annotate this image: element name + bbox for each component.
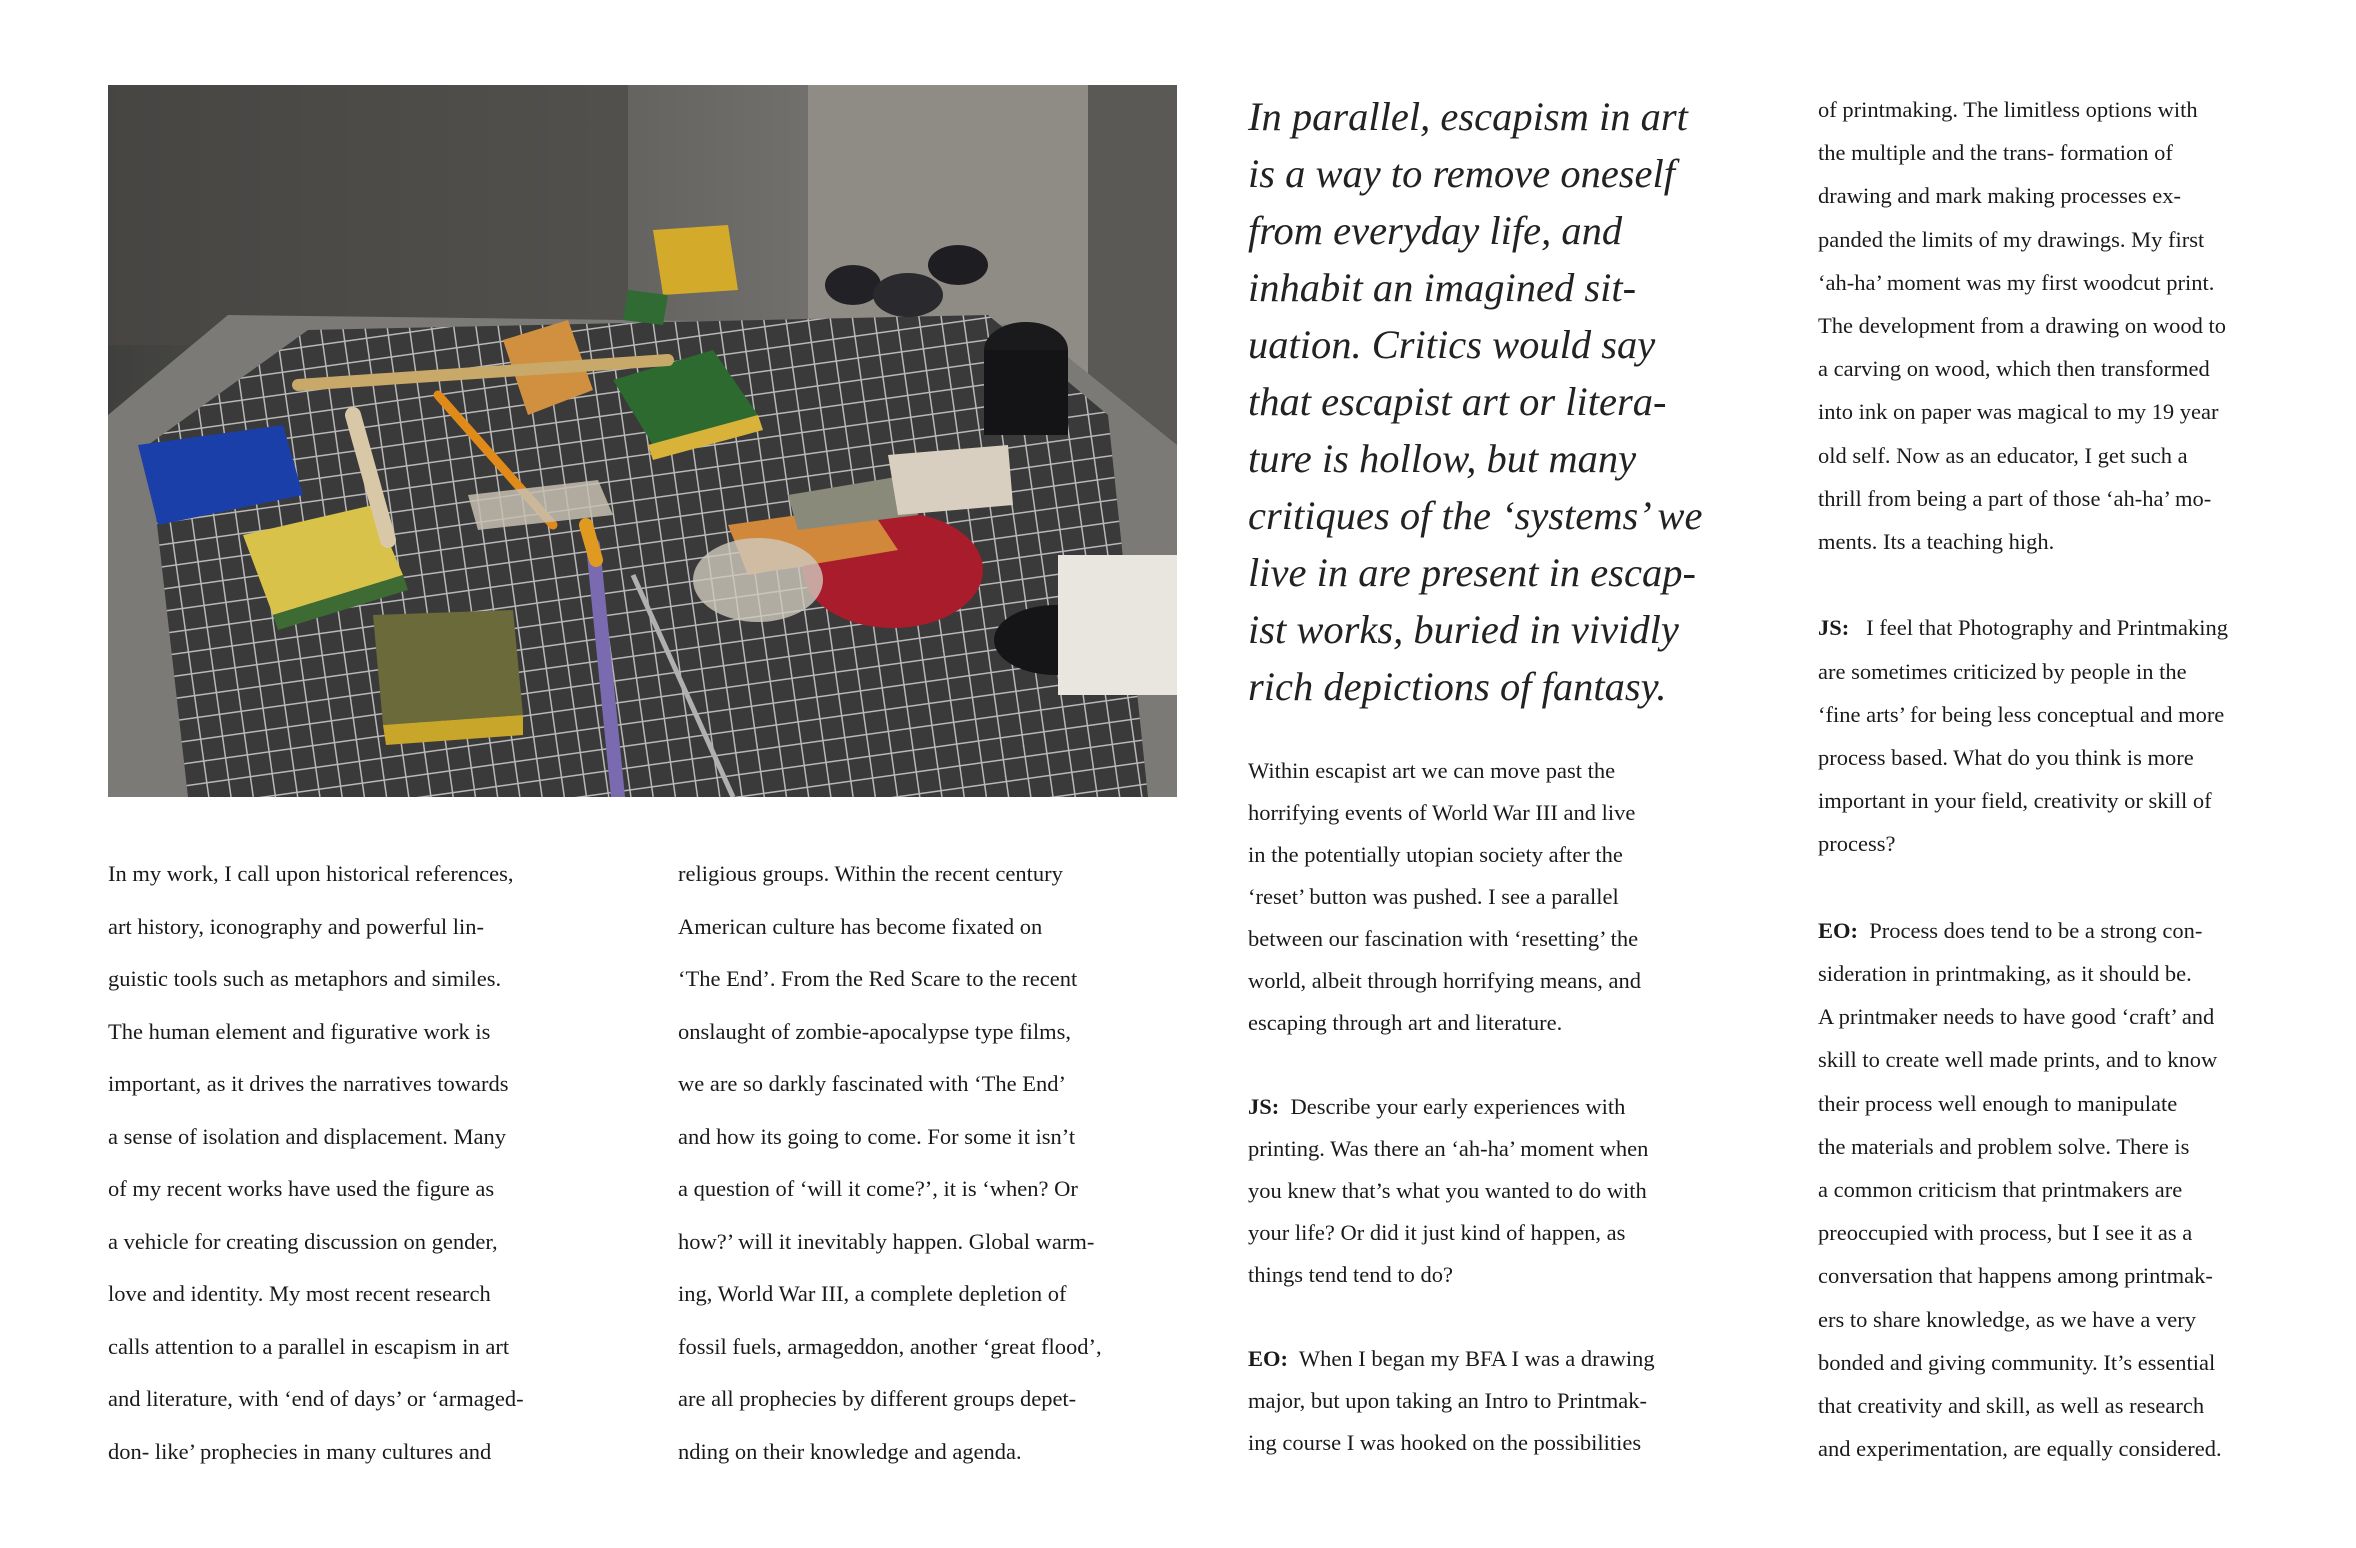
text-line: the materials and problem solve. There is [1818, 1133, 2190, 1159]
text-line: religious groups. Within the recent century [678, 861, 1063, 886]
answer-2-first-line: EO: Process does tend to be a strong con- [1818, 917, 2203, 943]
text-line: world, albeit through horrifying means, and [1248, 968, 1642, 993]
text-line: the multiple and the trans- formation of [1818, 140, 2173, 166]
speaker-js: JS: [1818, 615, 1850, 641]
text-line: that creativity and skill, as well as research [1818, 1393, 2205, 1419]
text-line: ‘The End’. From the Red Scare to the recent [678, 966, 1078, 991]
studio-photo [108, 85, 1177, 797]
text-line: you knew that’s what you wanted to do with [1248, 1178, 1647, 1203]
text-line: their process well enough to manipulate [1818, 1090, 2178, 1116]
question-2-first-line: JS: I feel that Photography and Printmaking [1818, 615, 2228, 641]
text-line: a common criticism that printmakers are [1818, 1177, 2183, 1203]
text-line: In my work, I call upon historical references, [108, 861, 514, 886]
question-1-first-line: JS: Describe your early experiences with [1248, 1094, 1626, 1119]
text-line: conversation that happens among printmak- [1818, 1263, 2213, 1289]
text-line: process based. What do you think is more [1818, 745, 2194, 771]
text-line: into ink on paper was magical to my 19 year [1818, 399, 2219, 425]
pull-quote-line: ture is hollow, but many [1248, 436, 1637, 481]
text-line: A printmaker needs to have good ‘craft’ and [1818, 1004, 2215, 1030]
text-line: a sense of isolation and displacement. Many [108, 1123, 507, 1149]
text-line: guistic tools such as metaphors and similes. [108, 966, 502, 991]
text-line: and how its going to come. For some it isn’t [678, 1123, 1076, 1149]
text-line: bonded and giving community. It’s essential [1818, 1349, 2216, 1375]
text-line: fossil fuels, armageddon, another ‘great flood’, [678, 1333, 1102, 1359]
text-line: ments. Its a teaching high. [1818, 529, 2055, 555]
text-line: ‘ah-ha’ moment was my first woodcut print. [1818, 269, 2215, 295]
text-line: American culture has become fixated on [678, 913, 1043, 939]
text-line: major, but upon taking an Intro to Printmak- [1248, 1388, 1648, 1413]
body-column-1 [108, 848, 524, 1478]
text-line: sideration in printmaking, as it should be. [1818, 961, 2192, 987]
text-line: in the potentially utopian society after the [1248, 842, 1623, 867]
text-line: of printmaking. The limitless options with [1818, 97, 2198, 122]
pull-quote-line: live in are present in escap- [1248, 550, 1696, 595]
text-line: skill to create well made prints, and to know [1818, 1047, 2218, 1073]
text-line: important, as it drives the narratives towards [108, 1071, 509, 1096]
text-line: are sometimes criticized by people in the [1818, 658, 2187, 684]
text-line: The human element and figurative work is [108, 1018, 491, 1044]
text-line: and experimentation, are equally considered. [1818, 1436, 2222, 1462]
text-line: calls attention to a parallel in escapism in art [108, 1333, 510, 1359]
pull-quote-line: In parallel, escapism in art [1248, 94, 1688, 139]
answer-1-first-line: EO: When I began my BFA I was a drawing [1248, 1346, 1655, 1371]
pull-quote-line: uation. Critics would say [1248, 322, 1656, 367]
text-line: of my recent works have used the figure as [108, 1176, 495, 1201]
text-line: nding on their knowledge and agenda. [678, 1438, 1022, 1464]
interview-column-3 [1248, 750, 1655, 1464]
text-line: ers to share knowledge, as we have a very [1818, 1306, 2196, 1332]
text-line: process? [1818, 831, 1896, 857]
text-line: old self. Now as an educator, I get such a [1818, 442, 2188, 468]
text-line: how?’ will it inevitably happen. Global warm- [678, 1228, 1095, 1254]
text-line: printing. Was there an ‘ah-ha’ moment when [1248, 1136, 1649, 1161]
pull-quote-line: from everyday life, and [1248, 208, 1623, 253]
speaker-eo: EO: [1248, 1346, 1289, 1371]
text-line: between our fascination with ‘resetting’ the [1248, 926, 1639, 951]
text-line: and literature, with ‘end of days’ or ‘armaged- [108, 1386, 524, 1411]
pull-quote-line: critiques of the ‘systems’ we [1248, 493, 1703, 538]
text-line: your life? Or did it just kind of happen, as [1248, 1220, 1626, 1245]
text-line: a carving on wood, which then transformed [1818, 356, 2210, 382]
text-line: things tend tend to do? [1248, 1262, 1453, 1287]
text-line: ‘reset’ button was pushed. I see a parallel [1248, 884, 1619, 909]
text-line: a vehicle for creating discussion on gender, [108, 1228, 498, 1254]
text-line: ing, World War III, a complete depletion of [678, 1281, 1067, 1306]
text-line: a question of ‘will it come?’, it is ‘when? Or [678, 1176, 1078, 1201]
text-line: don- like’ prophecies in many cultures and [108, 1438, 492, 1464]
text-line: ing course I was hooked on the possibilities [1248, 1430, 1642, 1455]
text-line: The development from a drawing on wood to [1818, 313, 2227, 339]
text-line: preoccupied with process, but I see it as a [1818, 1220, 2193, 1246]
text-line: thrill from being a part of those ‘ah-ha’ mo- [1818, 485, 2212, 511]
body-column-2 [678, 848, 1102, 1478]
pull-quote [1248, 88, 1702, 715]
pull-quote-line: rich depictions of fantasy. [1248, 664, 1667, 709]
text-line: we are so darkly fascinated with ‘The End’ [678, 1071, 1066, 1096]
text-line: important in your field, creativity or skill of [1818, 788, 2212, 814]
interview-column-4 [1818, 88, 2228, 1470]
text-line: Within escapist art we can move past the [1248, 758, 1616, 783]
speaker-eo: EO: [1818, 917, 1859, 943]
text-line: horrifying events of World War III and live [1248, 800, 1636, 825]
text-line: art history, iconography and powerful lin- [108, 913, 484, 939]
pull-quote-line: is a way to remove oneself [1248, 151, 1676, 196]
text-line: love and identity. My most recent research [108, 1281, 491, 1306]
text-line: are all prophecies by different groups depet- [678, 1386, 1077, 1411]
text-line: panded the limits of my drawings. My first [1818, 226, 2205, 252]
text-line: escaping through art and literature. [1248, 1010, 1563, 1035]
speaker-js: JS: [1248, 1094, 1280, 1119]
pull-quote-line: inhabit an imagined sit- [1248, 265, 1637, 310]
pull-quote-line: ist works, buried in vividly [1248, 607, 1679, 652]
text-line: onslaught of zombie-apocalypse type films, [678, 1018, 1072, 1044]
pull-quote-line: that escapist art or litera- [1248, 379, 1667, 424]
text-line: drawing and mark making processes ex- [1818, 183, 2182, 209]
text-line: ‘fine arts’ for being less conceptual and more [1818, 701, 2225, 727]
